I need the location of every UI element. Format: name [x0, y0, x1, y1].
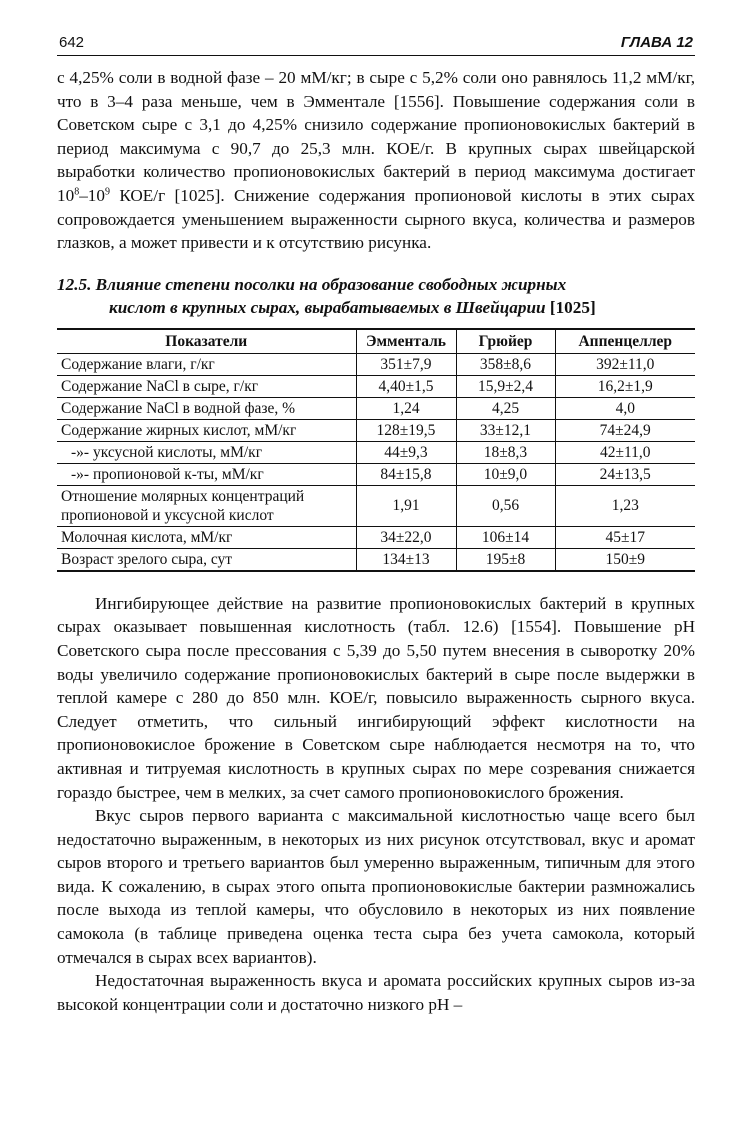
table-cell: 84±15,8 [356, 463, 456, 485]
table-cell: 10±9,0 [456, 463, 555, 485]
row-label: Содержание NaCl в сыре, г/кг [57, 375, 356, 397]
table-cell: 106±14 [456, 526, 555, 548]
table-cell: 1,24 [356, 397, 456, 419]
table-cell: 42±11,0 [555, 441, 695, 463]
row-label: Содержание влаги, г/кг [57, 353, 356, 375]
table-cell: 128±19,5 [356, 419, 456, 441]
paragraph-3: Вкус сыров первого варианта с максимальной кислотностью чаще всего был недостаточно выраженным, в некоторых из них рисунок отсутствовал, вкус и аромат сыров второго и третьего вариантов был умеренно выраженным, типичным для этого вида. К сожалению, в сырах этого опыта пропионовокислые бактерии размножались после выхода из теплой камеры, что обусловило в некоторых из них появление самокола (в таблице приведена оценка теста сыра без учета самокола, который отмечался в сырах всех вариантов). [57, 806, 695, 967]
table-cell: 351±7,9 [356, 353, 456, 375]
table-cell: 15,9±2,4 [456, 375, 555, 397]
table-row [57, 419, 695, 441]
column-header: Аппенцеллер [555, 329, 695, 354]
paragraph-1: с 4,25% соли в водной фазе – 20 мМ/кг; в сыре с 5,2% соли оно равнялось 11,2 мМ/кг, что в 3–4 раза меньше, чем в Эмментале [1556]. Повышение содержания соли в Советском сыре с 3,1 до 4,25% снизило содержание пропионовокислых бактерий в период максимума с 90,7 до 25,3 млн. КОЕ/г. В крупных сырах швейцарской выработки количество пропионовокислых бактерий в период максимума достигает $10^8-10^9$ КОЕ/г [1025]. Снижение содержания пропионовой кислоты в этих сырах сопровождается уменьшением выраженности сырного вкуса, количества и размеров глазков, а может привести и к отсутствию рисунка. [57, 68, 695, 253]
table-caption: 12.5. Влияние степени посолки на образование свободных жирных кислот в крупных сырах, вырабатываемых в Швейцарии [1025] [57, 274, 596, 317]
table-cell: 4,25 [456, 397, 555, 419]
row-label: Отношение молярных концентраций пропионовой и уксусной кислот [57, 485, 356, 526]
table-cell: 358±8,6 [456, 353, 555, 375]
column-header: Грюйер [456, 329, 555, 354]
row-label: -»- пропионовой к-ты, мМ/кг [57, 463, 356, 485]
table-cell: 24±13,5 [555, 463, 695, 485]
row-label: Возраст зрелого сыра, сут [57, 548, 356, 571]
table-row [57, 353, 695, 375]
table-row [57, 397, 695, 419]
table-cell: 4,40±1,5 [356, 375, 456, 397]
table-row [57, 441, 695, 463]
table-cell: 1,91 [356, 485, 456, 526]
table-cell: 44±9,3 [356, 441, 456, 463]
table-cell: 0,56 [456, 485, 555, 526]
table-cell: 18±8,3 [456, 441, 555, 463]
table-cell: 134±13 [356, 548, 456, 571]
book-page [57, 34, 695, 1016]
paragraph-4: Недостаточная выраженность вкуса и аромата российских крупных сыров из-за высокой концентрации соли и достаточно низкого pH – [57, 971, 695, 1014]
row-label: -»- уксусной кислоты, мМ/кг [57, 441, 356, 463]
table-cell: 45±17 [555, 526, 695, 548]
table-cell: 74±24,9 [555, 419, 695, 441]
table-header-row [57, 329, 695, 354]
row-label: Содержание NaCl в водной фазе, % [57, 397, 356, 419]
table-row [57, 463, 695, 485]
table-cell: 33±12,1 [456, 419, 555, 441]
table-cell: 34±22,0 [356, 526, 456, 548]
table-cell: 4,0 [555, 397, 695, 419]
table-row [57, 526, 695, 548]
table-cell: 1,23 [555, 485, 695, 526]
row-label: Содержание жирных кислот, мМ/кг [57, 419, 356, 441]
table-row [57, 485, 695, 526]
page-number: 642 [59, 34, 85, 51]
salting-effect-table [57, 328, 695, 572]
chapter-title: ГЛАВА 12 [620, 34, 693, 51]
table-row [57, 548, 695, 571]
running-header [57, 34, 695, 56]
table-cell: 195±8 [456, 548, 555, 571]
row-label: Молочная кислота, мМ/кг [57, 526, 356, 548]
paragraph-2: Ингибирующее действие на развитие пропионовокислых бактерий в крупных сырах оказывает повышенная кислотность (табл. 12.6) [1554]. Повышение pH Советского сыра после прессования с 5,39 до 5,50 путем внесения в сыворотку 20% воды увеличило содержание пропионовокислых бактерий в сыре после выдержки в теплой камере с 280 до 850 млн. КОЕ/г, повысило выраженность сырного вкуса. Следует отметить, что сильный ингибирующий эффект кислотности на пропионовокислое брожение в Советском сыре наблюдается несмотря на то, что активная и титруемая кислотность в крупных сырах по мере созревания снижается гораздо быстрее, чем в мелких, за счет самого пропионовокислого брожения. [57, 593, 695, 802]
table-cell: 16,2±1,9 [555, 375, 695, 397]
table-row [57, 375, 695, 397]
table-cell: 392±11,0 [555, 353, 695, 375]
table-cell: 150±9 [555, 548, 695, 571]
column-header: Показатели [57, 329, 356, 354]
column-header: Эмменталь [356, 329, 456, 354]
